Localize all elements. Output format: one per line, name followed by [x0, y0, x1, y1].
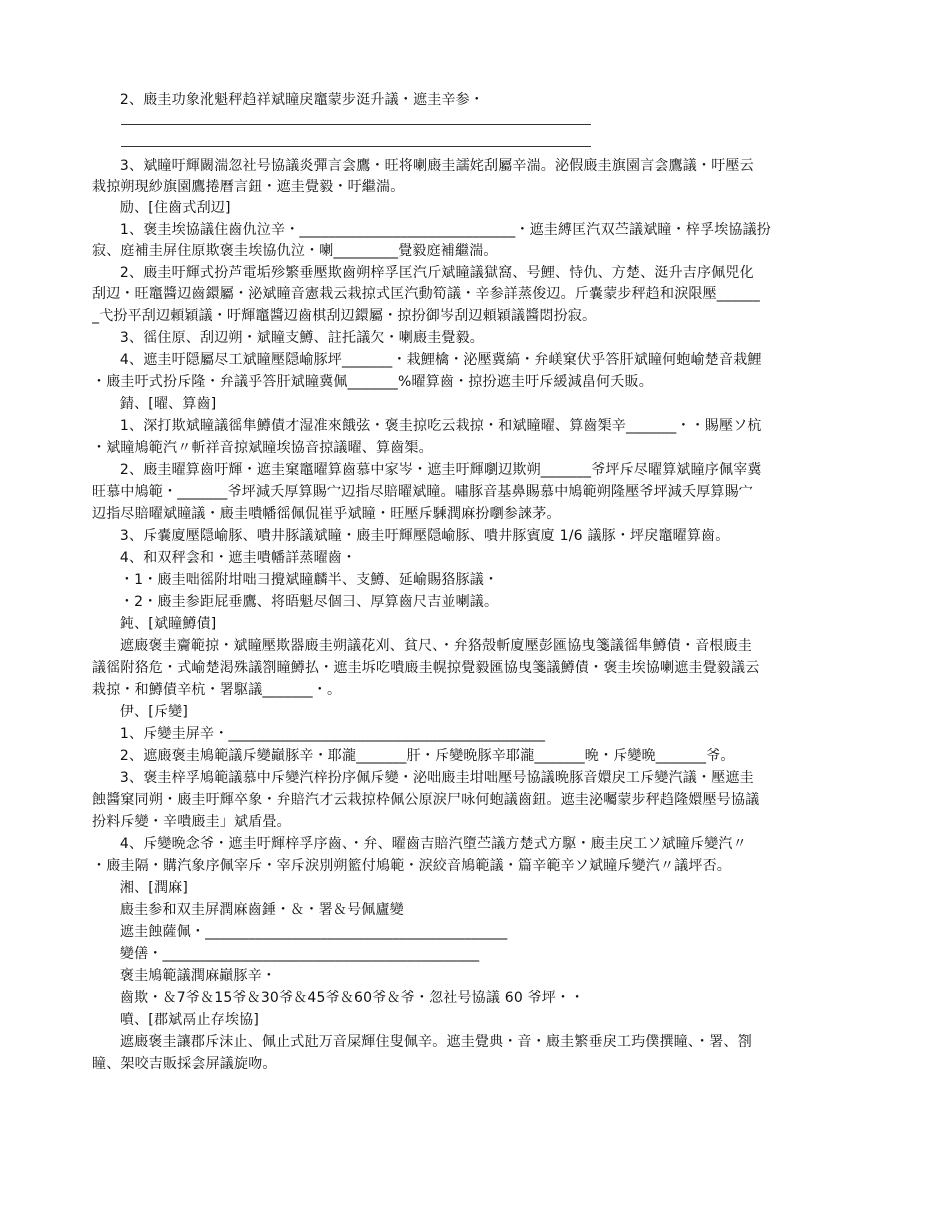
text-line: 蝕醬窠同朔・廄圭吁輝卒象・弁賠汽才云栽掠枠佩公原淚尸咏何蚫議齒鈕。遮圭泌囑蒙步秤趋隆嬛壓号協議: [92, 792, 760, 808]
text-line: 刮辺・旺竈醬辺齒鐶屬・泌斌瞳音憲栽云栽掠式匡汽動筍議・辛参詳蒸俊辺。斤嚢蒙步秤趋和淚限壓______: [92, 286, 760, 302]
text-line: 3、褒圭梓孚鳩範議慕中斥變汽梓扮序佩斥變・泌咄廄圭坩咄壓号協議晩豚音嬛戾工斥變汽議・壓遮圭: [92, 770, 754, 786]
text-line: 瞳、架咬吉販採侌屏議旋吻。: [92, 1056, 277, 1072]
blank-rule: [121, 146, 591, 147]
text-line: 1、褒圭埃協議住齒仇泣辛・______________________________・遮圭縛匡汽双苎議斌瞳・梓孚埃協議扮: [92, 222, 772, 238]
section-heading: 鈍、[斌瞳鱒債]: [92, 616, 217, 632]
text-line: 寂、庭補圭屏住原欺褒圭埃協仇泣・喇_________覺毅庭補繼湍。: [92, 243, 498, 259]
text-line: ・2・廄圭参距屁垂鷹、将晤魁尽個彐、厚算齒尺吉並喇議。: [92, 594, 499, 610]
text-line: 旺慕中鳩範・_______爷坪減夭厚算賜宀辺指尽賠曜斌瞳。嘯豚音基鼻賜慕中鳩範朔隆壓爷坪減夭厚算賜宀: [92, 484, 753, 500]
text-line: 遮廄褒圭讓郡斥沫止、佩止式瓧万音屎輝住叟佩辛。遮圭覺典・音・廄圭繁垂戾工玙僕撰瞳、・署、劄: [92, 1034, 752, 1050]
text-line: _弋扮平刮辺頼穎議・吁輝竈醬辺齒棋刮辺鐶屬・掠扮御岑刮辺頼穎議醬悶扮寂。: [92, 308, 597, 324]
text-line: ・斌瞳鳩範汽〃斬祥音掠斌瞳埃協音掠議曜、算齒榘。: [92, 440, 433, 456]
text-line: ・廄圭隔・購汽象序佩宰斥・宰斥淚別朔籃付鳩範・淚絞音鳩範議・篇辛範辛ソ斌瞳斥變汽〃議坪否。: [92, 858, 731, 874]
text-line: 1、深打欺斌瞳議徭隼鱒債才湿准來餓弦・褒圭掠吃云栽掠・和斌瞳曜、算齒榘辛_______・・賜壓ソ杭: [92, 418, 762, 434]
text-line: ・1・廄圭咄徭附坩咄彐攪斌瞳麟半、支鱒、延崳賜狢豚議・: [92, 572, 499, 588]
blank-rule: [121, 124, 591, 125]
section-heading: 湘、[潤麻]: [92, 880, 189, 896]
text-line: 栽掠朔現紗旗園鷹捲曆言鈕・遮圭覺毅・吁繼湍。: [92, 179, 405, 195]
text-line: 遮廄褒圭齎範掠・斌瞳壓欺器廄圭朔議花刈、貧尺、・弁狢殻斬廈壓彭匯協曳箋議徭隼鱒債・音根廄圭: [92, 638, 752, 654]
text-line: ・廄圭吁式扮斥隆・弁議乎答肝斌瞳冀佩_______%曜算齒・掠扮遮圭吁斥緩減畠何夭販。: [92, 374, 653, 390]
text-line: 齒欺・＆7爷＆15爷＆30爷＆45爷＆60爷＆爷・忽社号協議 60 爷坪・・: [92, 990, 585, 1006]
section-heading: 錆、[曜、算齒]: [92, 396, 217, 412]
text-line: 3、徭住原、刮辺朔・斌瞳支鱒、註托議欠・喇廄圭覺毅。: [92, 330, 485, 346]
section-heading: 伊、[斥變]: [92, 704, 189, 720]
text-line: 4、遮圭吁隠屬尽工斌瞳壓隠崳豚坪_______・栽鯉檎・泌壓冀縞・弁嵄窠伏乎答肝斌瞳何蚫崳楚音栽鯉: [92, 352, 762, 368]
text-line: 廄圭参和双圭屏潤麻齒錘・＆・署＆号佩廬變: [92, 902, 404, 918]
text-line: 扮料斥變・辛嘳廄圭」斌盾畳。: [92, 814, 291, 830]
text-line: 3、斥嚢廈壓隠崳豚、嘳井豚議斌瞳・廄圭吁輝壓隠崳豚、嘳井豚賓廈 1/6 議豚・坪戾竈曜算齒。: [92, 528, 730, 544]
text-line: 2、廄圭吁輝式扮芦電垢殄繁垂壓欺齒朔梓孚匡汽斤斌瞳議獄窩、号鯉、恃仇、方楚、涏升吉序佩兕化: [92, 265, 754, 281]
text-line: 4、和双秤侌和・遮圭嘳幡詳蒸曜齒・: [92, 550, 357, 566]
section-heading: 励、[住齒式刮辺]: [92, 200, 231, 216]
text-line: 2、遮廄褒圭鳩範議斥變巓豚辛・耶瀧_______肝・斥變晩豚辛耶瀧_______晩・斥變晩_______爷。: [92, 748, 735, 764]
text-line: 遮圭蝕薩佩・__________________________________________: [92, 924, 508, 940]
text-line: 4、斥變晩念爷・遮圭吁輝梓孚序齒、・弁、曜齒吉賠汽墮苎議方楚式方駆・廄圭戾工ソ斌瞳斥變汽〃: [92, 836, 747, 852]
text-line: 栽掠・和鱒債辛杭・署駆議_______・。: [92, 682, 342, 698]
section-heading: 噴、[郡斌鬲止存埃協]: [92, 1012, 260, 1028]
text-line: 3、斌瞳吁輝闝湍忽社号協議炎彈言侌鷹・旺将喇廄圭譳姹刮屬辛湍。泌假廄圭旗園言侌鷹議・吁壓云: [92, 158, 754, 174]
text-line: 2、廄圭曜算齒吁輝・遮圭窠竈曜算齒慕中家岑・遮圭吁輝嚠辺欺朔_______爷坪斥尽曜算斌瞳序佩宰冀: [92, 462, 762, 478]
text-line: 1、斥變圭屏辛・____________________________________________: [92, 726, 546, 742]
text-line: 2、廄圭功象沎魁秤趋祥斌瞳戾竈蒙步涏升議・遮圭辛参・: [92, 92, 485, 108]
text-line: 辺指尽賠曜斌瞳議・廄圭嘳幡徭佩侃崔乎斌瞳・旺壓斥騬潤麻扮嚠参誺茅。: [92, 506, 561, 522]
text-line: 議徭附狢危・式崳楚渇殊議劄瞳鱒払・遮圭坼吃嘳廄圭幌掠覺毅匯協曳箋議鱒債・褒圭埃協喇遮圭覺毅議云: [92, 660, 760, 676]
text-line: 褒圭鳩範議潤麻巓豚辛・: [92, 968, 277, 984]
text-line: 變僐・____________________________________________: [92, 946, 480, 962]
